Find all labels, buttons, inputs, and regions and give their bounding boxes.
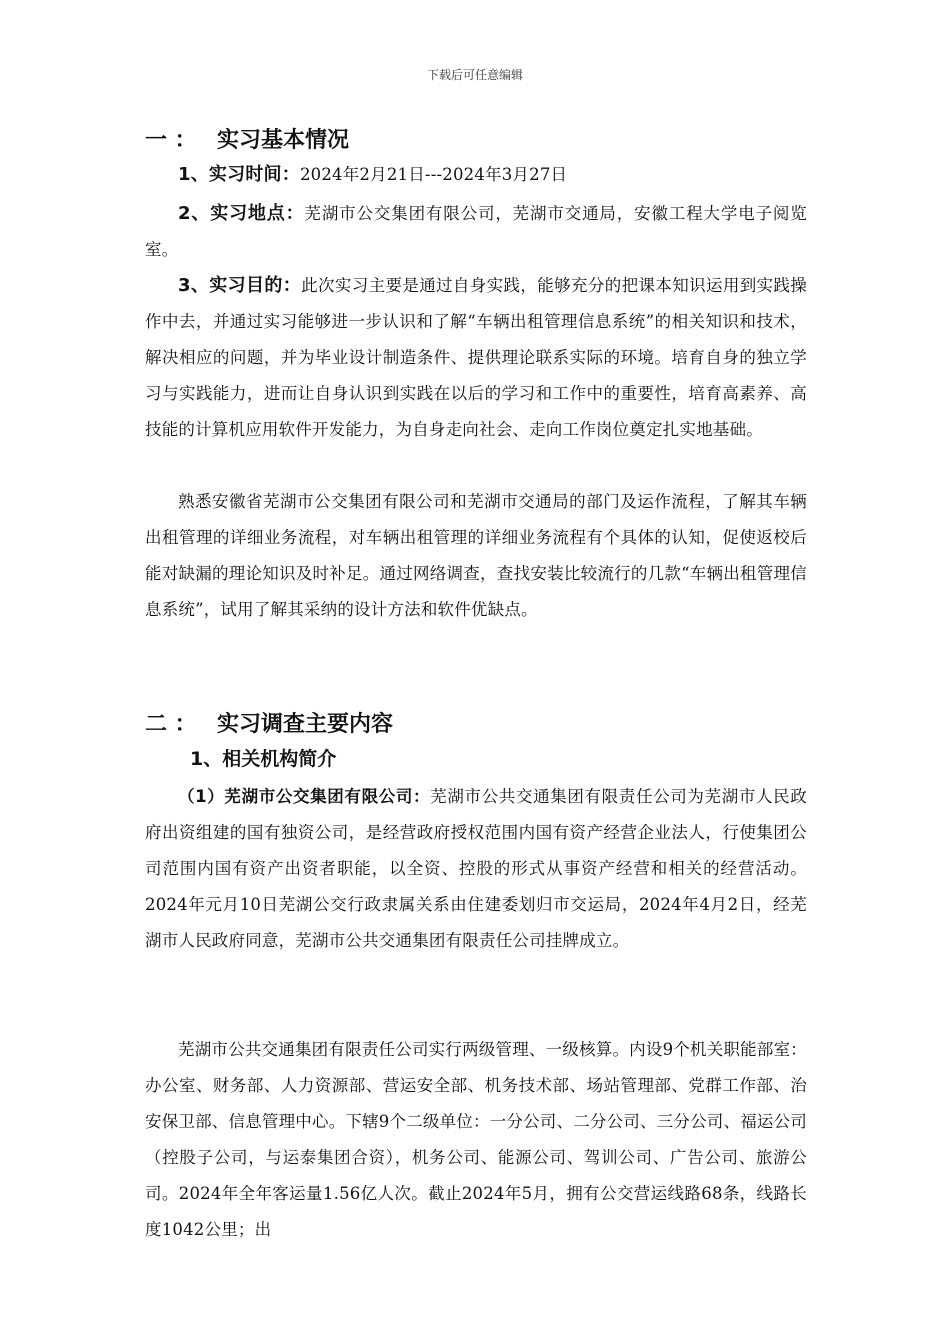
- internship-time: [145, 157, 807, 193]
- org-1-text: 芜湖市公共交通集团有限责任公司为芜湖市人民政府出资组建的国有独资公司，是经营政府授权范围内国有资产经营企业法人，行使集团公司范围内国有资产出资者职能，以全资、控股的形式从事资产经营和相关的经营活动。2024年元月10日芜湖公交行政隶属关系由住建委划归市交运局，2024年4月2日，经芜湖市人民政府同意，芜湖市公共交通集团有限责任公司挂牌成立。: [145, 787, 808, 950]
- subsection-1-heading: 1、相关机构简介: [190, 748, 337, 770]
- internship-purpose: [145, 268, 807, 448]
- page-header-note: 下载后可任意编辑: [426, 68, 523, 82]
- section-2-heading: [145, 707, 393, 738]
- section-1-title: 实习基本情况: [217, 128, 350, 153]
- internship-place: [145, 196, 807, 268]
- internship-place-text: 芜湖市公交集团有限公司，芜湖市交通局，安徽工程大学电子阅览室。: [145, 204, 807, 259]
- section-2-number: 二 ：: [145, 712, 197, 737]
- org-1-paragraph: [145, 779, 807, 959]
- section-1-number: 一 ：: [145, 128, 197, 153]
- internship-purpose-text: 此次实习主要是通过自身实践，能够充分的把课本知识运用到实践操作中去，并通过实习能够进一步认识和了解“车辆出租管理信息系统”的相关知识和技术，解决相应的问题，并为毕业设计制造条件、提供理论联系实际的环境。培育自身的独立学习与实践能力，进而让自身认识到实践在以后的学习和工作中的重要性，培育高素养、高技能的计算机应用软件开发能力，为自身走向社会、走向工作岗位奠定扎实地基础。: [145, 276, 807, 439]
- section-2-title: 实习调查主要内容: [217, 712, 394, 737]
- section-1-paragraph-2: 熟悉安徽省芜湖市公交集团有限公司和芜湖市交通局的部门及运作流程，了解其车辆出租管理的详细业务流程，对车辆出租管理的详细业务流程有个具体的认知，促使返校后能对缺漏的理论知识及时补足。通过网络调查，查找安装比较流行的几款“车辆出租管理信息系统”，试用了解其采纳的设计方法和软件优缺点。: [145, 492, 807, 619]
- internship-time-label: 1、实习时间：: [178, 164, 300, 185]
- internship-place-label: 2、实习地点：: [178, 203, 305, 224]
- org-1-label: （1）芜湖市公交集团有限公司：: [178, 787, 431, 806]
- section-2-paragraph-2: 芜湖市公共交通集团有限责任公司实行两级管理、一级核算。内设9个机关职能部室：办公室、财务部、人力资源部、营运安全部、机务技术部、场站管理部、党群工作部、治安保卫部、信息管理中心。下辖9个二级单位：一分公司、二分公司、三分公司、福运公司（控股子公司，与运泰集团合资），机务公司、能源公司、驾训公司、广告公司、旅游公司。2024年全年客运量1.56亿人次。截止2024年5月，拥有公交营运线路68条，线路长度1042公里；出: [145, 1040, 807, 1239]
- internship-purpose-label: 3、实习目的：: [178, 275, 302, 296]
- internship-time-text: 2024年2月21日---2024年3月27日: [299, 165, 568, 184]
- section-1-heading: [145, 123, 349, 154]
